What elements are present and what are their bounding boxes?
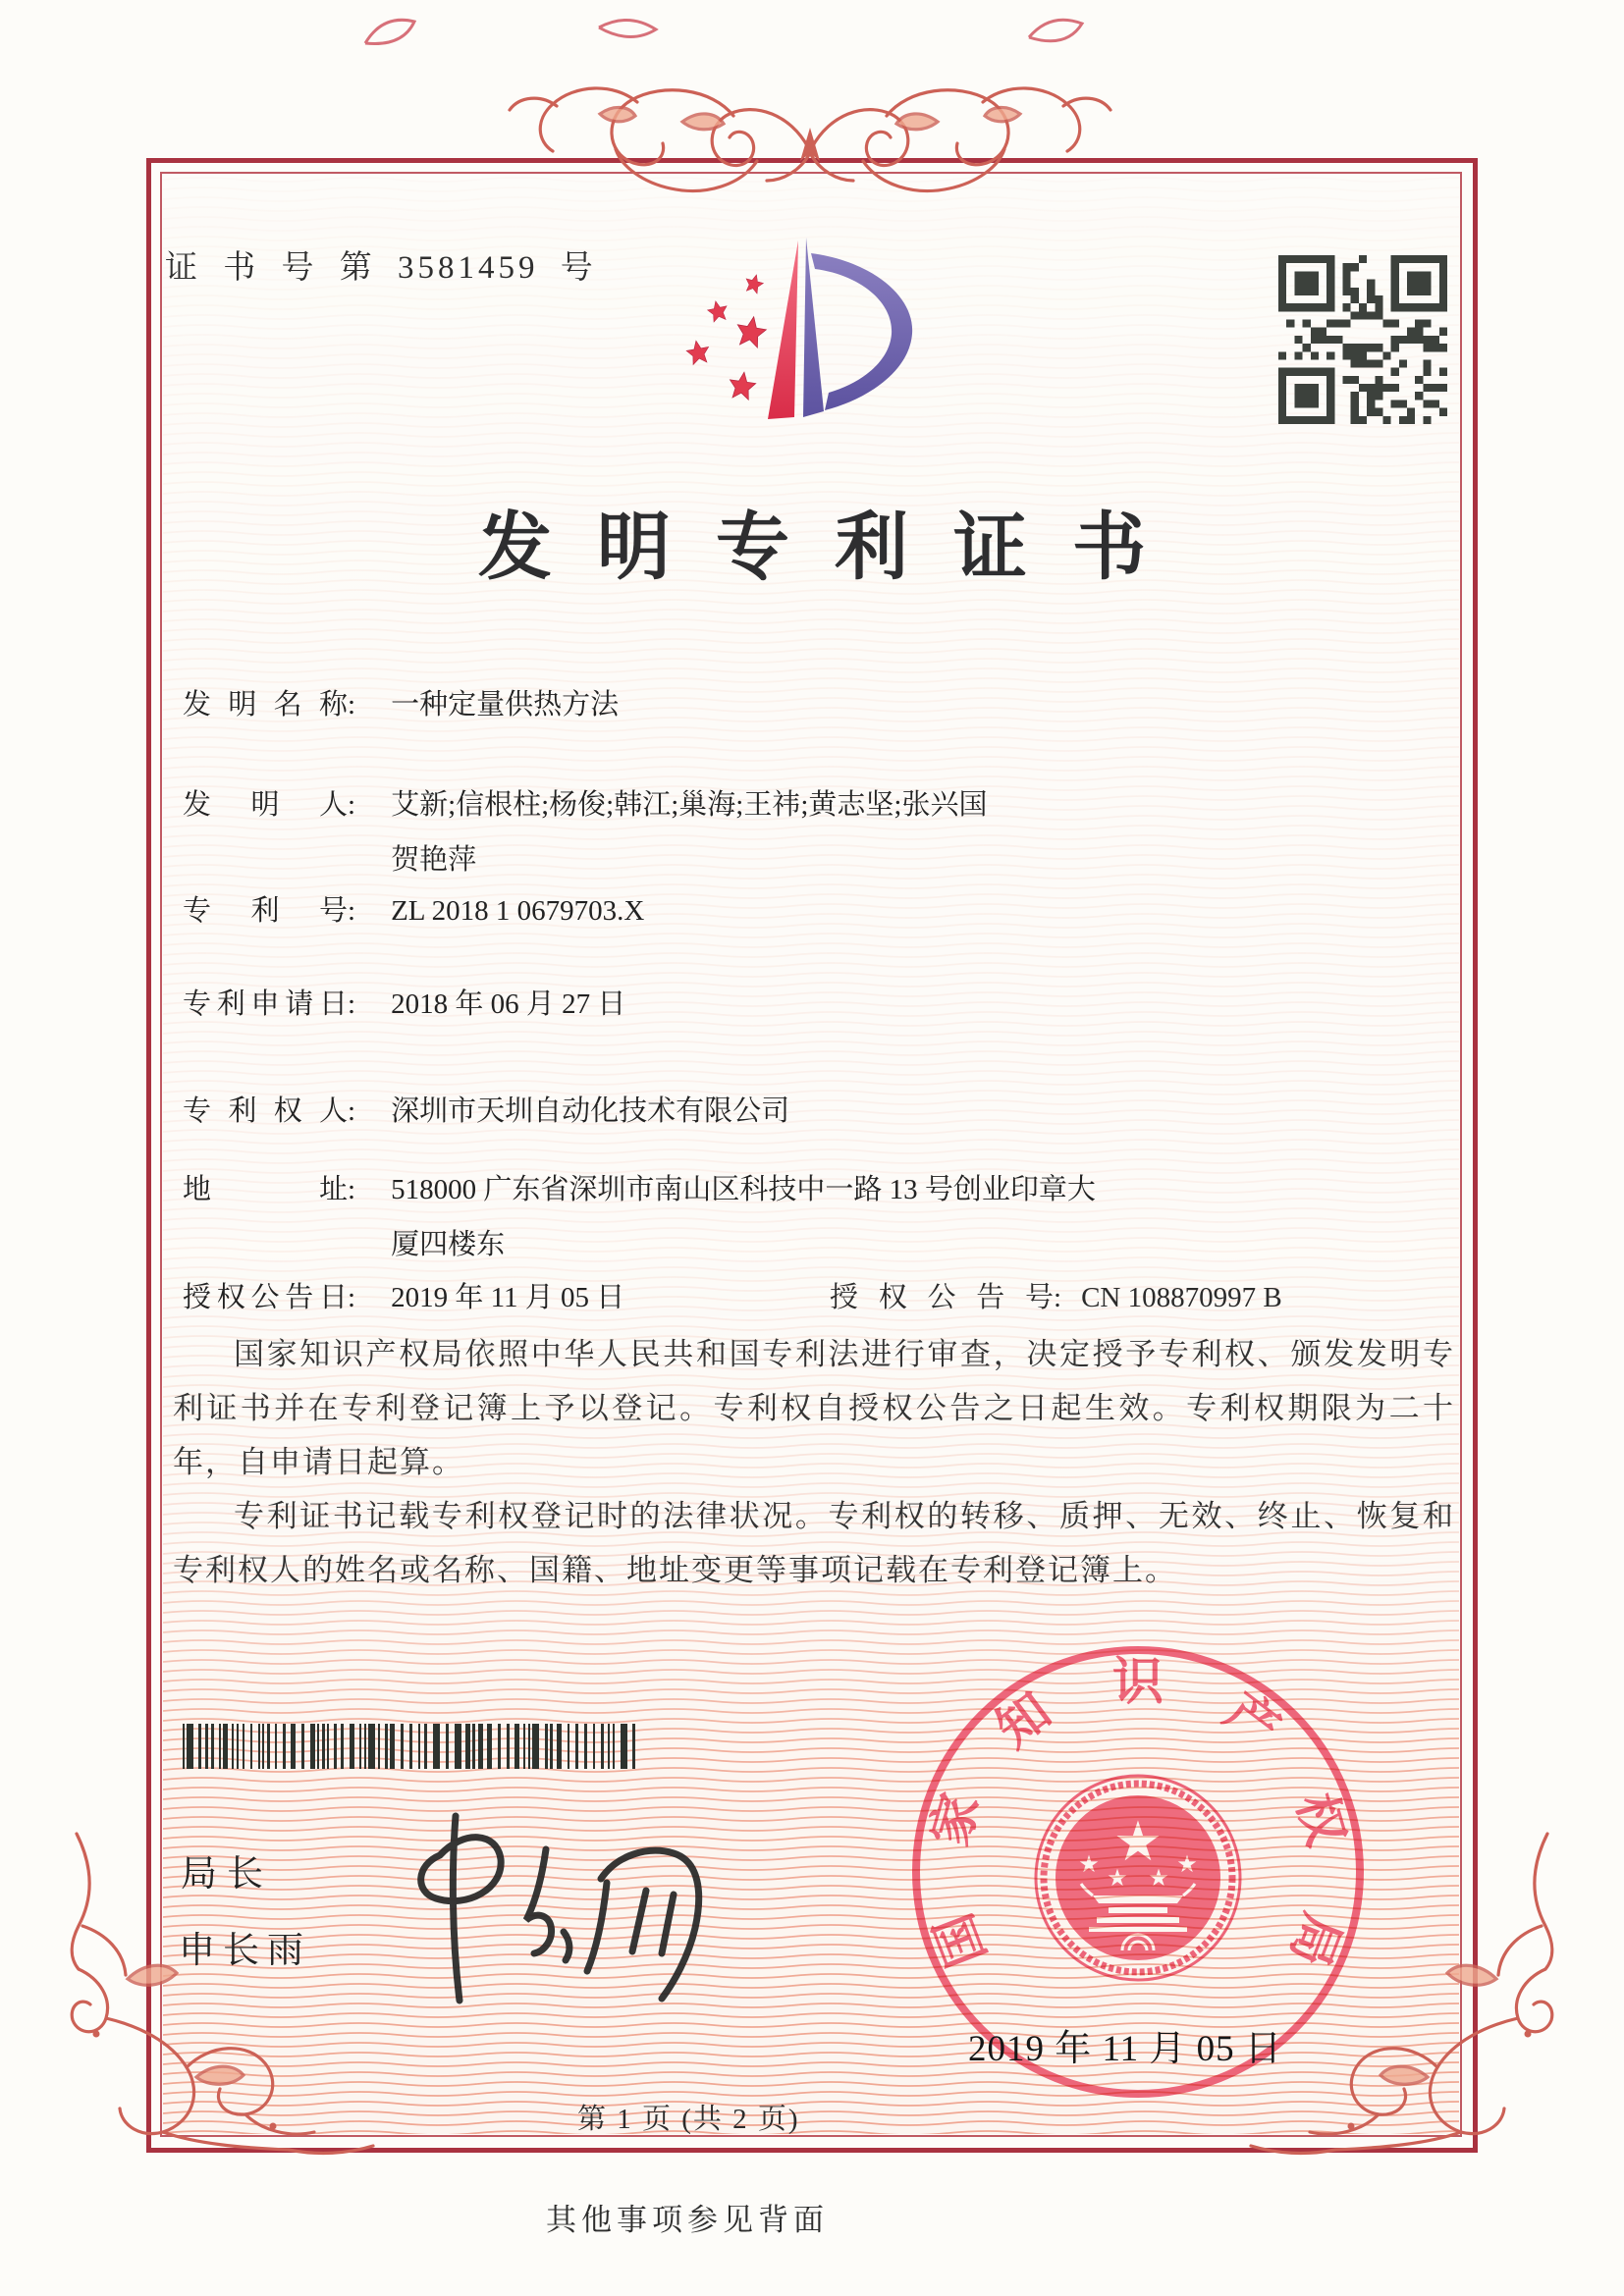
field-value: ZL 2018 1 0679703.X: [391, 895, 645, 927]
field-row-grant-date: [183, 1278, 624, 1333]
field-label: 发明名称: [183, 689, 348, 721]
director-title: 局长: [181, 1854, 273, 1895]
field-colon: :: [348, 1282, 356, 1313]
seal-char: 识: [1111, 1655, 1164, 1711]
legal-text: [173, 1327, 1455, 1597]
emblem-star-small: ★: [1107, 1864, 1128, 1892]
seal-char: 知: [987, 1682, 1062, 1759]
field-row-address: [183, 1170, 1096, 1280]
emblem-star-small: ★: [1148, 1864, 1169, 1892]
cnipa-logo-icon: [628, 224, 943, 440]
seal-date: 2019 年 11 月 05 日: [968, 2029, 1282, 2069]
certificate-number: 证 书 号 第 3581459 号: [165, 250, 597, 286]
logo-stars: [685, 272, 769, 400]
seal-char: 权: [1285, 1788, 1354, 1852]
field-label: 发明人: [183, 789, 348, 821]
emblem-star-small: ★: [1078, 1850, 1100, 1878]
scan-artifact-marks: [353, 6, 1100, 55]
field-value: 2019 年 11 月 05 日: [391, 1282, 625, 1313]
legal-paragraph-1: 国家知识产权局依照中华人民共和国专利法进行审查，决定授予专利权、颁发发明专利证书并在专利登记簿上予以登记。专利权自授权公告之日起生效。专利权期限为二十年，自申请日起算。: [173, 1337, 1455, 1479]
field-colon: :: [348, 1174, 356, 1205]
seal-char: 局: [1278, 1905, 1350, 1974]
field-colon: :: [348, 789, 356, 821]
seal-char: 国: [926, 1905, 998, 1974]
field-value-line: 518000 广东省深圳市南山区科技中一路 13 号创业印章大: [391, 1174, 1096, 1205]
field-label: 专利号: [183, 895, 348, 927]
field-row-patentee: [183, 1092, 789, 1147]
page-number: 第 1 页 (共 2 页): [577, 2104, 800, 2135]
legal-paragraph-2: 专利证书记载专利权登记时的法律状况。专利权的转移、质押、无效、终止、恢复和专利权人的姓名或名称、国籍、地址变更等事项记载在专利登记簿上。: [173, 1499, 1455, 1587]
emblem-star-small: ★: [1176, 1850, 1198, 1878]
field-row-invention-name: [183, 685, 619, 740]
certificate-title: 发明专利证书: [477, 507, 1191, 589]
field-label: 授权公告号: [830, 1282, 1054, 1313]
director-name: 申长雨: [179, 1931, 311, 1971]
field-label: 专利权人: [183, 1095, 348, 1127]
field-label: 地址: [183, 1174, 348, 1205]
qr-code: [1278, 255, 1447, 424]
field-value: CN 108870997 B: [1081, 1282, 1282, 1313]
field-label: 专利申请日: [183, 988, 348, 1020]
logo-wedge-red: [768, 240, 798, 419]
grant-publication-number: [830, 1278, 1282, 1317]
field-value-line: 厦四楼东: [391, 1229, 506, 1260]
seal-char: 家: [922, 1788, 991, 1852]
field-colon: :: [348, 689, 356, 721]
field-value: 2018 年 06 月 27 日: [391, 988, 626, 1020]
field-colon: :: [348, 988, 356, 1020]
field-row-inventors: [183, 785, 987, 895]
director-signature: [353, 1808, 736, 2004]
back-note: 其他事项参见背面: [546, 2203, 829, 2237]
field-colon: :: [348, 1095, 356, 1127]
emblem-star-large: ★: [1112, 1810, 1164, 1874]
logo-p-bowl: [811, 253, 912, 410]
barcode: [183, 1724, 644, 1769]
field-colon: :: [348, 895, 356, 927]
field-row-filing-date: [183, 985, 625, 1040]
field-value-line: 贺艳萍: [391, 844, 477, 876]
field-value: 一种定量供热方法: [391, 689, 620, 721]
top-border-ornament: [506, 71, 1114, 218]
field-row-patent-number: [183, 891, 644, 946]
field-label: 授权公告日: [183, 1282, 348, 1313]
field-value: 深圳市天圳自动化技术有限公司: [391, 1095, 790, 1127]
seal-char: 产: [1214, 1682, 1289, 1759]
field-colon: :: [1054, 1282, 1062, 1313]
field-value-line: 艾新;信根柱;杨俊;韩江;巢海;王祎;黄志坚;张兴国: [391, 789, 988, 821]
national-emblem: [1036, 1776, 1240, 1980]
